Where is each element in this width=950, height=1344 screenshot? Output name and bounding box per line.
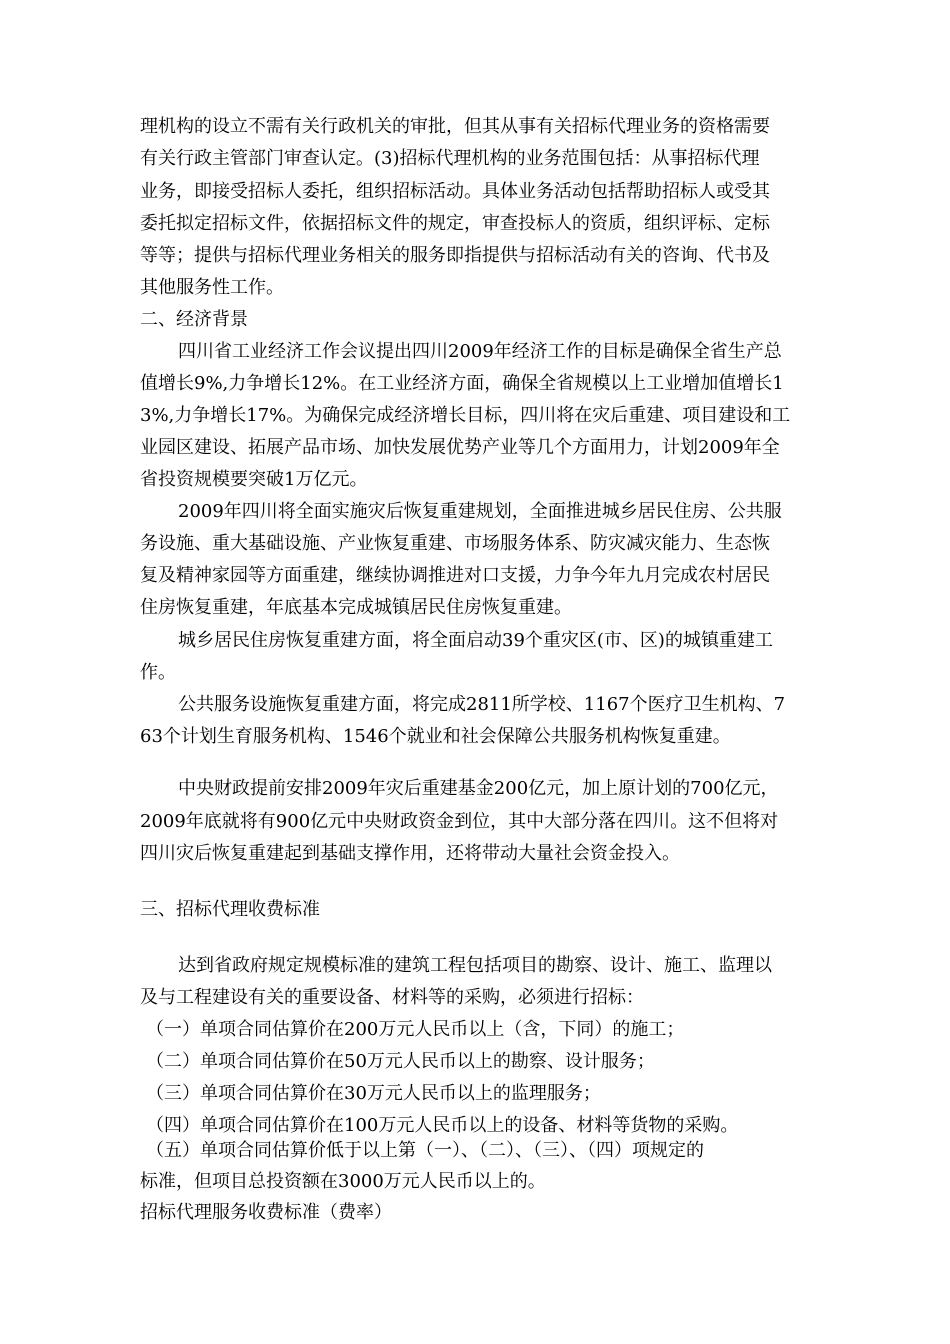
paragraph-line: 务设施、重大基础设施、产业恢复重建、市场服务体系、防灾减灾能力、生态恢 — [140, 533, 770, 554]
table-heading: 招标代理服务收费标准（费率） — [140, 1202, 392, 1223]
list-item: （二）单项合同估算价在50万元人民币以上的勘察、设计服务； — [146, 1051, 655, 1072]
list-item: （一）单项合同估算价在200万元人民币以上（含，下同）的施工； — [146, 1019, 685, 1040]
paragraph-line: 2009年四川将全面实施灾后恢复重建规划，全面推进城乡居民住房、公共服 — [178, 501, 782, 522]
list-item-continuation: 标准，但项目总投资额在3000万元人民币以上的。 — [140, 1171, 546, 1192]
paragraph-line: 及与工程建设有关的重要设备、材料等的采购，必须进行招标： — [140, 987, 644, 1008]
paragraph-line: 住房恢复重建，年底基本完成城镇居民住房恢复重建。 — [140, 597, 572, 618]
paragraph-line: 业务，即接受招标人委托，组织招标活动。具体业务活动包括帮助招标人或受其 — [140, 181, 770, 202]
paragraph-line: 公共服务设施恢复重建方面，将完成2811所学校、1167个医疗卫生机构、7 — [178, 694, 786, 715]
paragraph-line: 四川灾后恢复重建起到基础支撑作用，还将带动大量社会资金投入。 — [140, 843, 680, 864]
list-item: （三）单项合同估算价在30万元人民币以上的监理服务； — [146, 1083, 601, 1104]
section-heading: 三、招标代理收费标准 — [140, 899, 320, 920]
paragraph-line: 业园区建设、拓展产品市场、加快发展优势产业等几个方面用力，计划2009年全 — [140, 437, 780, 458]
paragraph-line: 2009年底就将有900亿元中央财政资金到位，其中大部分落在四川。这不但将对 — [140, 811, 779, 832]
paragraph-line: 达到省政府规定规模标准的建筑工程包括项目的勘察、设计、施工、监理以 — [178, 955, 772, 976]
paragraph-line: 委托拟定招标文件，依据招标文件的规定，审查投标人的资质，组织评标、定标 — [140, 213, 770, 234]
list-item: （四）单项合同估算价在100万元人民币以上的设备、材料等货物的采购。 — [146, 1115, 739, 1136]
paragraph-line: 等等；提供与招标代理业务相关的服务即指提供与招标活动有关的咨询、代书及 — [140, 245, 770, 266]
paragraph-line: 63个计划生育服务机构、1546个就业和社会保障公共服务机构恢复重建。 — [140, 726, 731, 747]
paragraph-line: 其他服务性工作。 — [140, 277, 284, 298]
paragraph-line: 中央财政提前安排2009年灾后重建基金200亿元，加上原计划的700亿元， — [178, 778, 779, 799]
paragraph-line: 四川省工业经济工作会议提出四川2009年经济工作的目标是确保全省生产总 — [178, 341, 782, 362]
paragraph-line: 有关行政主管部门审查认定。(3)招标代理机构的业务范围包括：从事招标代理 — [140, 148, 760, 169]
section-heading: 二、经济背景 — [140, 309, 248, 330]
paragraph-line: 3%,力争增长17%。为确保完成经济增长目标，四川将在灾后重建、项目建设和工 — [140, 405, 791, 426]
paragraph-line: 城乡居民住房恢复重建方面，将全面启动39个重灾区(市、区)的城镇重建工 — [178, 630, 773, 651]
paragraph-line: 理机构的设立不需有关行政机关的审批，但其从事有关招标代理业务的资格需要 — [140, 116, 770, 137]
paragraph-line: 值增长9%,力争增长12%。在工业经济方面，确保全省规模以上工业增加值增长1 — [140, 373, 784, 394]
paragraph-line: 复及精神家园等方面重建，继续协调推进对口支援，力争今年九月完成农村居民 — [140, 565, 770, 586]
list-item: （五）单项合同估算价低于以上第（一）、（二）、（三）、（四）项规定的 — [146, 1140, 704, 1161]
paragraph-line: 作。 — [140, 662, 176, 683]
paragraph-line: 省投资规模要突破1万亿元。 — [140, 469, 368, 490]
